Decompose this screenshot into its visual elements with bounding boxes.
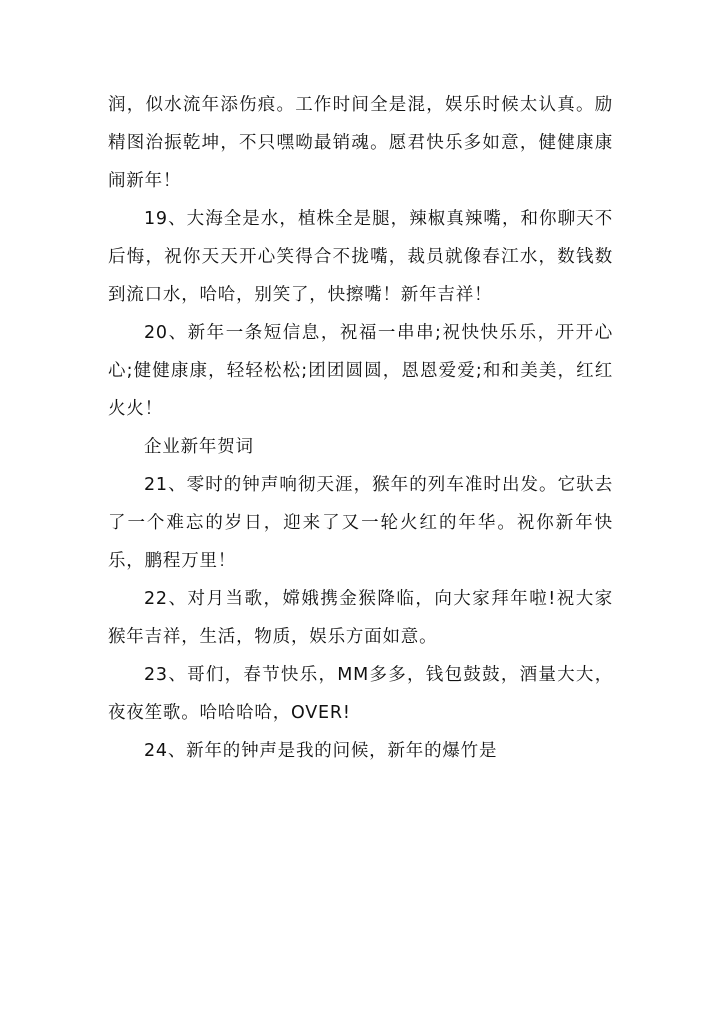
paragraph-23: 23、哥们，春节快乐，MM多多，钱包鼓鼓，酒量大大，夜夜笙歌。哈哈哈哈，OVER! <box>108 665 613 723</box>
paragraph-21: 21、零时的钟声响彻天涯，猴年的列车准时出发。它驮去了一个难忘的岁日，迎来了又一轮火红的年华。祝你新年快乐，鹏程万里！ <box>108 475 613 571</box>
section-heading: 企业新年贺词 <box>144 437 254 457</box>
paragraph-20: 20、新年一条短信息，祝福一串串;祝快快乐乐，开开心心;健健康康，轻轻松松;团团圆圆，恩恩爱爱;和和美美，红红火火！ <box>108 323 613 419</box>
document-body <box>108 86 613 770</box>
paragraph-24: 24、新年的钟声是我的问候，新年的爆竹是 <box>144 741 498 761</box>
paragraph-continuation: 润，似水流年添伤痕。工作时间全是混，娱乐时候太认真。励精图治振乾坤，不只嘿呦最销魂。愿君快乐多如意，健健康康闹新年！ <box>108 95 613 191</box>
paragraph-22: 22、对月当歌，嫦娥携金猴降临，向大家拜年啦!祝大家猴年吉祥，生活，物质，娱乐方面如意。 <box>108 589 613 647</box>
paragraph-19: 19、大海全是水，植株全是腿，辣椒真辣嘴，和你聊天不后悔，祝你天天开心笑得合不拢嘴，裁员就像春江水，数钱数到流口水，哈哈，别笑了，快擦嘴！新年吉祥！ <box>108 209 613 305</box>
